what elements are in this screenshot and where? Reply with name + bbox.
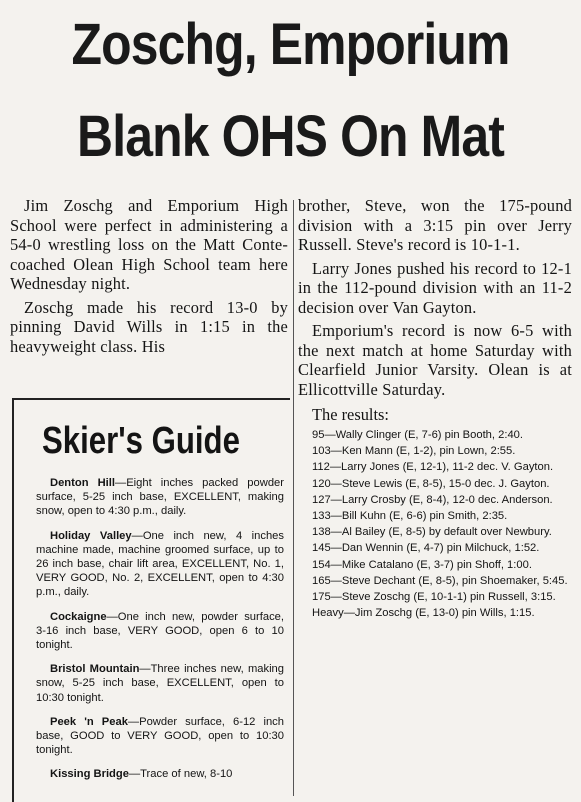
result-line: 138—Al Bailey (E, 8-5) by default over Newbury. (312, 526, 552, 539)
article-paragraph: Emporium's record is now 6-5 with the next match at home Saturday with Clearfield Junior Varsity. Olean is at Ellicottville Saturday. (298, 321, 572, 399)
ski-area-conditions: —One inch new, powder surface, 3-16 inch base, VERY GOOD, open 6 to 10 tonight. (36, 610, 284, 652)
article-paragraph: Jim Zoschg and Emporium High School were perfect in administering a 54-0 wrestling loss on the Matt Conte-coached Olean High School team here Wednesday night. (10, 196, 288, 293)
ski-area-name: Kissing Bridge (50, 768, 129, 781)
ski-area-entry (36, 767, 284, 781)
result-line: 103—Ken Mann (E, 1-2), pin Lown, 2:55. (312, 445, 516, 458)
result-line: 127—Larry Crosby (E, 8-4), 12-0 dec. Anderson. (312, 493, 553, 506)
article-paragraph: Zoschg made his record 13-0 by pinning David Wills in 1:15 in the heavyweight class. His (10, 297, 288, 356)
results-list (298, 427, 572, 621)
ski-area-name: Bristol Mountain (50, 663, 140, 676)
column-divider (293, 200, 294, 796)
ski-area-conditions: —Three inches new, making snow, 5-25 inch base, EXCELLENT, open to 10:30 tonight. (36, 663, 285, 704)
result-line: 133—Bill Kuhn (E, 6-6) pin Smith, 2:35. (312, 510, 508, 523)
skiers-guide-title: Skier's Guide (42, 420, 240, 462)
ski-area-name: Peek 'n Peak (50, 715, 128, 728)
headline-line-1: Zoschg, Emporium (71, 12, 510, 77)
article-paragraph: brother, Steve, won the 175-pound division with a 3:15 pin over Jerry Russell. Steve's record is 10-1-1. (298, 196, 572, 254)
ski-area-conditions: —Trace of new, 8-10 (128, 768, 233, 781)
ski-area-entry (36, 662, 284, 705)
skiers-guide-box (12, 398, 290, 802)
article-left-column (10, 196, 288, 356)
result-line: 175—Steve Zoschg (E, 10-1-1) pin Russell, 3:15. (312, 591, 556, 604)
ski-area-conditions: —One inch new, 4 inches machine made, machine groomed surface, up to 26 inch base, chair lift area, EXCELLENT, No. 1, VERY GOOD, No. 2, EXCELLENT, open to 4:30 p.m., daily. (36, 529, 284, 599)
ski-area-name: Holiday Valley (50, 529, 132, 542)
ski-area-entry (36, 610, 284, 653)
ski-area-name: Denton Hill (50, 477, 115, 489)
ski-area-entry (36, 529, 284, 600)
result-line: 95—Wally Clinger (E, 7-6) pin Booth, 2:40. (312, 429, 523, 441)
result-line: 165—Steve Dechant (E, 8-5), pin Shoemaker, 5:45. (312, 574, 568, 587)
article-paragraph: Larry Jones pushed his record to 12-1 in the 112-pound division with an 11-2 decision over Van Gayton. (298, 258, 572, 317)
result-line: Heavy—Jim Zoschg (E, 13-0) pin Wills, 1:15. (312, 607, 535, 620)
ski-area-entry (36, 476, 284, 519)
ski-area-entry (36, 715, 284, 758)
result-line: 154—Mike Catalano (E, 3-7) pin Shoff, 1:00. (312, 558, 532, 571)
article-right-column (298, 196, 572, 621)
results-heading: The results: (312, 405, 389, 424)
ski-area-name: Cockaigne (50, 610, 107, 623)
ski-area-conditions: —Powder surface, 6-12 inch base, GOOD to VERY GOOD, open to 10:30 tonight. (36, 715, 285, 757)
result-line: 112—Larry Jones (E, 12-1), 11-2 dec. V. Gayton. (312, 461, 554, 474)
skiers-guide-list (36, 476, 284, 782)
ski-area-conditions: —Eight inches packed powder surface, 5-25 inch base, EXCELLENT, making snow, open to 4:30 p.m., daily. (36, 477, 284, 518)
headline-line-2: Blank OHS On Mat (77, 104, 504, 169)
result-line: 145—Dan Wennin (E, 4-7) pin Milchuck, 1:52. (312, 542, 540, 555)
result-line: 120—Steve Lewis (E, 8-5), 15-0 dec. J. Gayton. (312, 477, 550, 490)
